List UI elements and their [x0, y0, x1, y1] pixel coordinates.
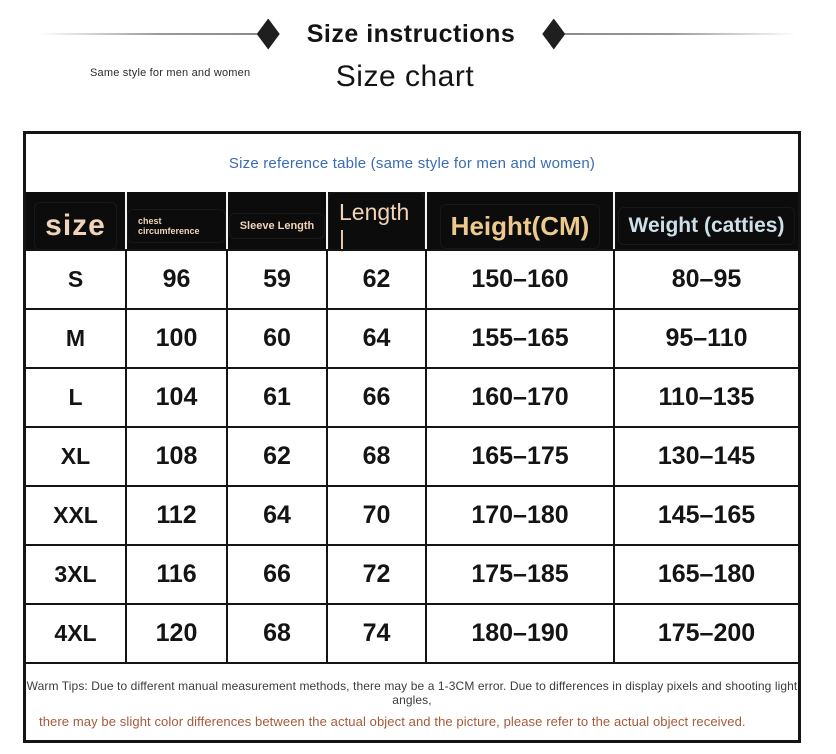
table-cell: 130–145 [613, 426, 798, 485]
table-cell: XL [26, 426, 125, 485]
table-cell: 155–165 [425, 308, 613, 367]
table-cell: 61 [226, 367, 326, 426]
subtitle-same-style: Same style for men and women [90, 67, 251, 79]
table-row [26, 426, 798, 485]
table-header-row [26, 192, 798, 252]
table-cell: 68 [226, 603, 326, 662]
table-row [26, 249, 798, 308]
column-header-chest-circumference: chest circumference [125, 192, 226, 260]
table-row [26, 544, 798, 603]
page-title: Size chart [335, 60, 475, 93]
warm-tips-line2: there may be slight color differences between the actual object and the picture, please refer to the actual object received. [39, 714, 746, 729]
table-cell: 120 [125, 603, 226, 662]
divider-line-left [39, 33, 257, 35]
table-cell: XXL [26, 485, 125, 544]
table-cell: 95–110 [613, 308, 798, 367]
table-cell: 64 [226, 485, 326, 544]
table-cell: 70 [326, 485, 425, 544]
table-cell: 160–170 [425, 367, 613, 426]
table-cell: M [26, 308, 125, 367]
table-cell: 59 [226, 249, 326, 308]
table-cell: 165–175 [425, 426, 613, 485]
table-cell: 116 [125, 544, 226, 603]
table-cell: S [26, 249, 125, 308]
diamond-icon-right [542, 19, 565, 50]
column-header-weight: Weight (catties) [613, 192, 798, 260]
table-cell: 3XL [26, 544, 125, 603]
table-row [26, 485, 798, 544]
table-cell: 72 [326, 544, 425, 603]
table-cell: 96 [125, 249, 226, 308]
table-row [26, 308, 798, 367]
table-body [26, 249, 798, 662]
table-caption: Size reference table (same style for men and women) [228, 154, 596, 172]
table-cell: 170–180 [425, 485, 613, 544]
table-cell: 74 [326, 603, 425, 662]
table-cell: L [26, 367, 125, 426]
table-cell: 180–190 [425, 603, 613, 662]
table-row [26, 603, 798, 662]
table-cell: 110–135 [613, 367, 798, 426]
table-cell: 64 [326, 308, 425, 367]
size-table [23, 131, 801, 743]
table-cell: 104 [125, 367, 226, 426]
divider-line-right [565, 33, 797, 35]
column-header-sleeve-length: Sleeve Length [226, 192, 326, 260]
table-cell: 66 [326, 367, 425, 426]
table-cell: 175–200 [613, 603, 798, 662]
warm-tips [26, 662, 798, 740]
table-cell: 68 [326, 426, 425, 485]
warm-tips-line1: Warm Tips: Due to different manual measurement methods, there may be a 1-3CM error. Due to differences in display pixels and shooting light angles, [26, 679, 798, 707]
table-cell: 175–185 [425, 544, 613, 603]
table-cell: 112 [125, 485, 226, 544]
table-cell: 60 [226, 308, 326, 367]
section-title: Size instructions [306, 19, 516, 48]
column-header-length: Length | [326, 192, 425, 260]
section-heading [0, 18, 836, 50]
diamond-icon-left [257, 19, 280, 50]
column-header-size: size [26, 192, 125, 260]
table-cell: 66 [226, 544, 326, 603]
table-cell: 62 [226, 426, 326, 485]
table-cell: 80–95 [613, 249, 798, 308]
table-row [26, 367, 798, 426]
table-cell: 4XL [26, 603, 125, 662]
table-cell: 100 [125, 308, 226, 367]
table-cell: 108 [125, 426, 226, 485]
table-cell: 150–160 [425, 249, 613, 308]
column-header-height: Height(CM) [425, 192, 613, 260]
table-cell: 62 [326, 249, 425, 308]
table-cell: 165–180 [613, 544, 798, 603]
table-caption-row [26, 134, 798, 192]
table-cell: 145–165 [613, 485, 798, 544]
